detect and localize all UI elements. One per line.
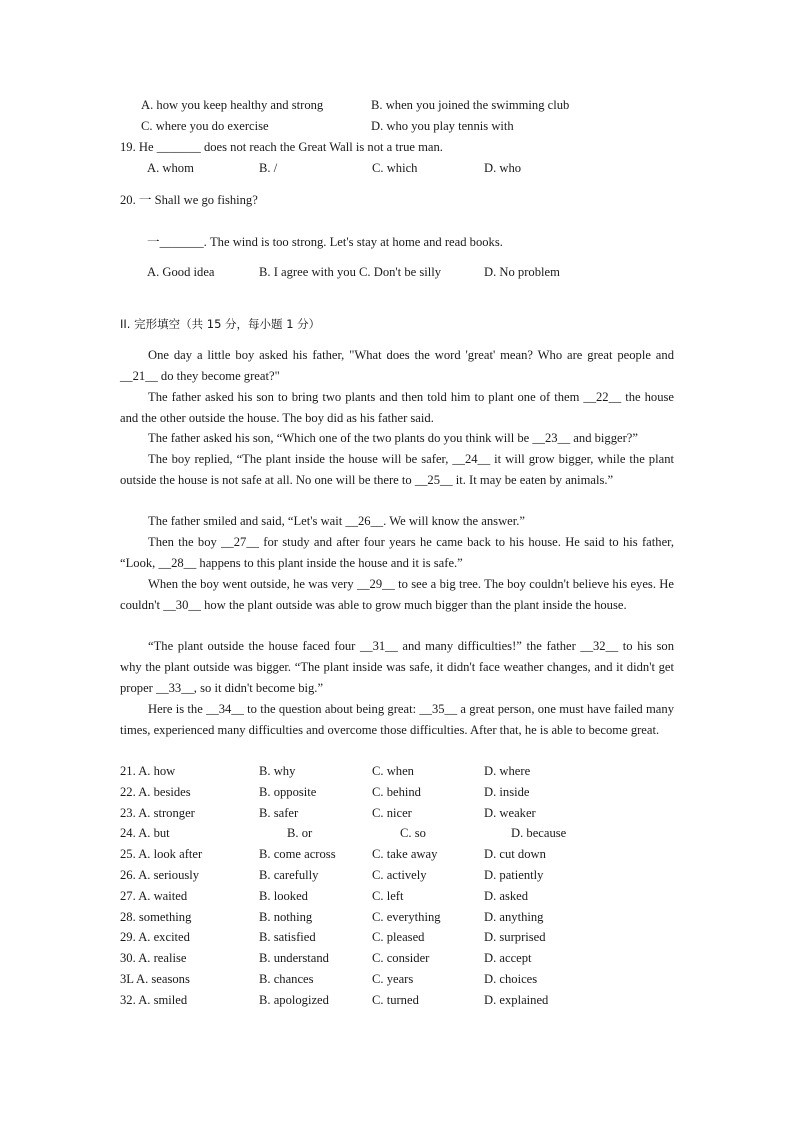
option-32-a: 32. A. smiled [120, 993, 188, 1007]
option-32-b: B. apologized [259, 993, 329, 1007]
option-26-b: B. carefully [259, 868, 319, 882]
passage-paragraph: The father smiled and said, “Let's wait __26__. We will know the answer.” [148, 514, 525, 528]
passage-paragraph: The father asked his son to bring two plants and then told him to plant one of them __22__ the house and the other outside the house. The boy did as his father said. [120, 390, 674, 425]
option-23-b: B. safer [259, 806, 299, 820]
option-29-a: 29. A. excited [120, 930, 190, 944]
option-28-b: B. nothing [259, 910, 313, 924]
option-21-a: 21. A. how [120, 764, 176, 778]
q20-option-d: D. No problem [484, 265, 560, 279]
option-24-c: C. so [400, 826, 426, 840]
option-22-b: B. opposite [259, 785, 317, 799]
option-23-c: C. nicer [372, 806, 412, 820]
option-27-b: B. looked [259, 889, 308, 903]
option-29-b: B. satisfied [259, 930, 316, 944]
option-27-a: 27. A. waited [120, 889, 188, 903]
q20-option-a: A. Good idea [147, 265, 215, 279]
q19-option-d: D. who [484, 161, 522, 175]
q19-option-b: B. / [259, 161, 278, 175]
passage-paragraph: The boy replied, “The plant inside the house will be safer, __24__ it will grow bigger, while the plant outside the house is not safe at all. No one will be there to __25__ it. It may be eaten by animals.” [120, 452, 674, 487]
option-25-a: 25. A. look after [120, 847, 203, 861]
passage-paragraph: When the boy went outside, he was very __29__ to see a big tree. The boy couldn't believe his eyes. He couldn't __30__ how the plant outside was able to grow much bigger than the plant inside the house. [120, 577, 674, 612]
option-31-c: C. years [372, 972, 414, 986]
q20-reply: 一_______. The wind is too strong. Let's stay at home and read books. [147, 235, 503, 249]
option-30-c: C. consider [372, 951, 430, 965]
option-22-c: C. behind [372, 785, 421, 799]
option-30-b: B. understand [259, 951, 329, 965]
q19-stem: 19. He _______ does not reach the Great Wall is not a true man. [120, 140, 443, 154]
option-30-a: 30. A. realise [120, 951, 187, 965]
option-21-b: B. why [259, 764, 296, 778]
option-29-d: D. surprised [484, 930, 546, 944]
option-28-a: 28. something [120, 910, 192, 924]
option-21-c: C. when [372, 764, 414, 778]
option-21-d: D. where [484, 764, 531, 778]
option-32-c: C. turned [372, 993, 419, 1007]
q18-option-a: A. how you keep healthy and strong [141, 98, 324, 112]
passage-paragraph: One day a little boy asked his father, "What does the word 'great' mean? Who are great people and __21__ do they become great?" [120, 348, 674, 383]
option-23-a: 23. A. stronger [120, 806, 195, 820]
q18-option-b: B. when you joined the swimming club [371, 98, 570, 112]
option-30-d: D. accept [484, 951, 532, 965]
option-29-c: C. pleased [372, 930, 425, 944]
q19-option-c: C. which [372, 161, 418, 175]
option-26-a: 26. A. seriously [120, 868, 200, 882]
option-26-d: D. patiently [484, 868, 544, 882]
option-25-c: C. take away [372, 847, 438, 861]
option-24-d: D. because [511, 826, 567, 840]
option-27-c: C. left [372, 889, 404, 903]
option-28-d: D. anything [484, 910, 544, 924]
q18-option-d: D. who you play tennis with [371, 119, 514, 133]
option-25-d: D. cut down [484, 847, 546, 861]
option-27-d: D. asked [484, 889, 529, 903]
option-31-b: B. chances [259, 972, 314, 986]
option-24-a: 24. A. but [120, 826, 170, 840]
option-22-a: 22. A. besides [120, 785, 191, 799]
option-22-d: D. inside [484, 785, 530, 799]
q18-option-c: C. where you do exercise [141, 119, 269, 133]
option-32-d: D. explained [484, 993, 549, 1007]
option-31-a: 3L A. seasons [120, 972, 190, 986]
option-25-b: B. come across [259, 847, 336, 861]
option-31-d: D. choices [484, 972, 538, 986]
section-title: II. 完形填空（共 15 分，每小题 1 分） [120, 317, 321, 331]
passage-paragraph: Then the boy __27__ for study and after four years he came back to his house. He said to his father, “Look, __28__ happens to this plant inside the house and it is safe.” [120, 535, 674, 570]
option-28-c: C. everything [372, 910, 441, 924]
option-23-d: D. weaker [484, 806, 536, 820]
passage-paragraph: Here is the __34__ to the question about being great: __35__ a great person, one must have failed many times, experienced many difficulties and overcome those difficulties. After that, he is able to become great. [120, 702, 674, 737]
q20-option-bc: B. I agree with you C. Don't be silly [259, 265, 442, 279]
q20-stem: 20. 一 Shall we go fishing? [120, 193, 258, 207]
option-24-b: B. or [287, 826, 313, 840]
passage-paragraph: “The plant outside the house faced four __31__ and many difficulties!” the father __32__ to his son why the plant outside was bigger. “The plant inside was safe, it didn't face weather changes, and it didn't get proper __33__, so it didn't become big.” [120, 639, 674, 695]
q19-option-a: A. whom [147, 161, 194, 175]
passage-paragraph: The father asked his son, “Which one of the two plants do you think will be __23__ and bigger?” [148, 431, 638, 445]
option-26-c: C. actively [372, 868, 427, 882]
